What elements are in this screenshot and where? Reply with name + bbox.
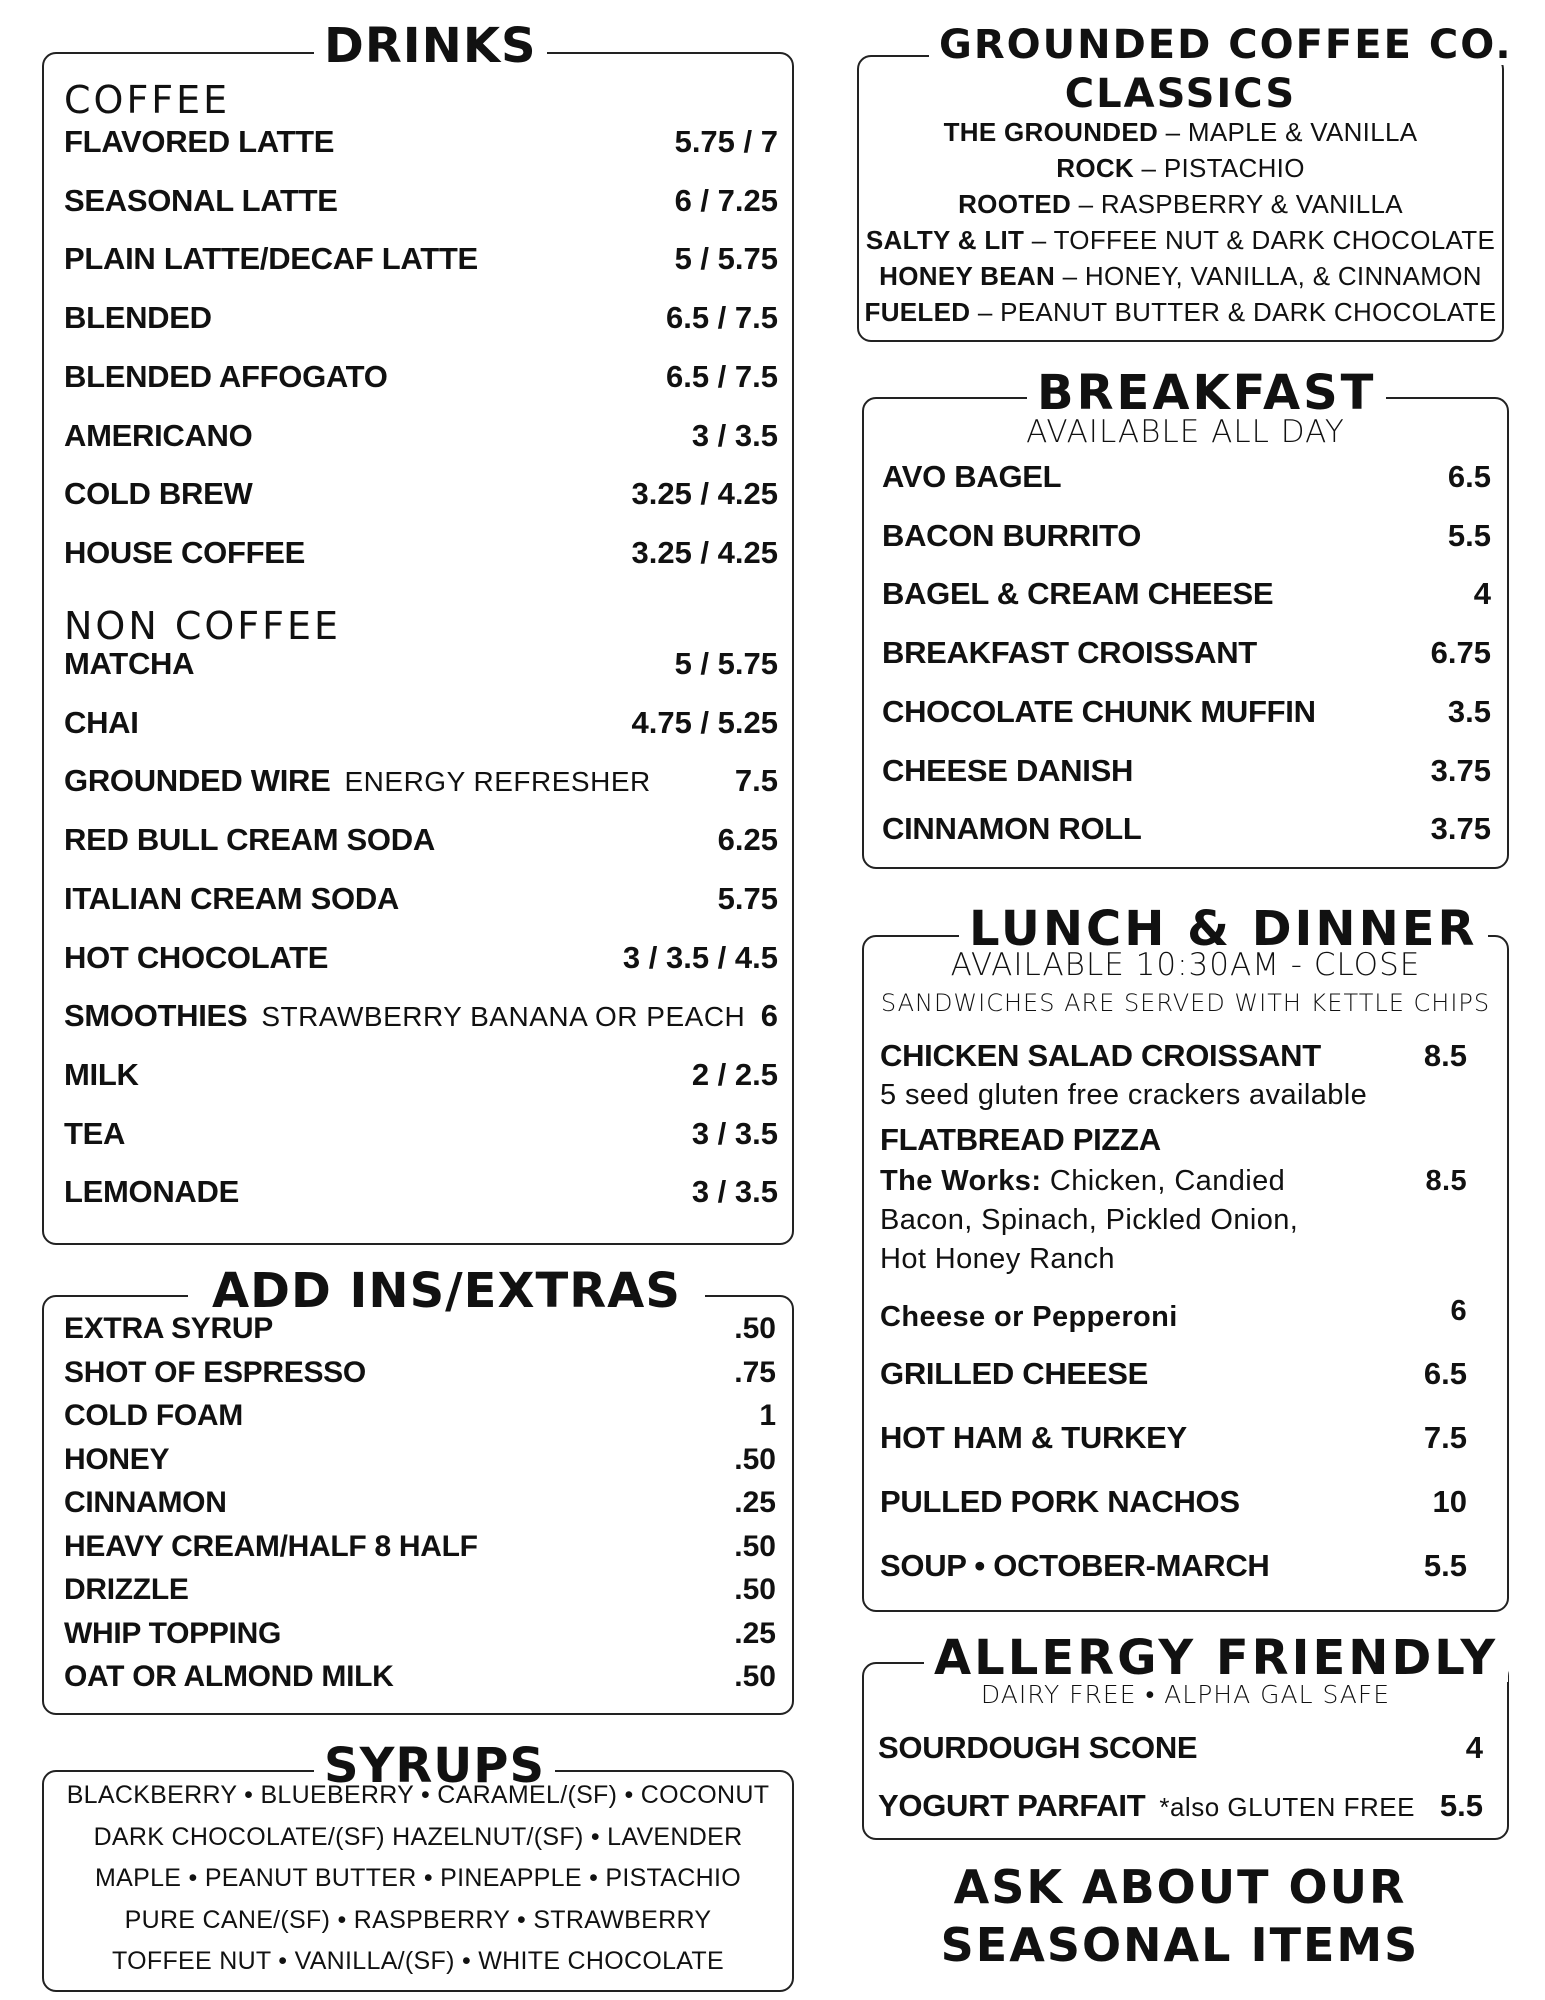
item-name bbox=[882, 751, 1133, 791]
item-price: 6.5 bbox=[1423, 1356, 1467, 1391]
works-line-1 bbox=[880, 1162, 1285, 1200]
item-label: BACON BURRITO bbox=[882, 517, 1142, 553]
classic-desc: – TOFFEE NUT & DARK CHOCOLATE bbox=[1024, 225, 1496, 255]
item-label: BAGEL & CREAM CHEESE bbox=[882, 576, 1274, 612]
menu-row bbox=[880, 1482, 1467, 1522]
extras-title: ADD INS/EXTRAS bbox=[188, 1267, 705, 1315]
item-price: 3 / 3.5 bbox=[691, 417, 778, 453]
item-price: 3.75 bbox=[1430, 752, 1491, 788]
item-price: 3.75 bbox=[1430, 811, 1491, 847]
classic-desc: – PISTACHIO bbox=[1134, 153, 1305, 183]
item-label: AMERICANO bbox=[64, 417, 253, 453]
chicken-salad-note: 5 seed gluten free crackers available bbox=[880, 1079, 1368, 1111]
item-label: WHIP TOPPING bbox=[64, 1616, 281, 1650]
item-label: EXTRA SYRUP bbox=[64, 1312, 273, 1345]
item-label: MATCHA bbox=[64, 646, 195, 681]
item-name bbox=[880, 1354, 1148, 1394]
menu-row bbox=[64, 1483, 776, 1523]
item-label: RED BULL CREAM SODA bbox=[64, 822, 435, 858]
extras-section bbox=[42, 1263, 794, 1715]
item-name bbox=[64, 1614, 281, 1654]
menu-row bbox=[64, 1440, 776, 1480]
menu-row bbox=[882, 516, 1491, 556]
menu-row bbox=[64, 1114, 778, 1154]
syrup-line: PURE CANE/(SF) • RASPBERRY • STRAWBERRY bbox=[124, 1905, 712, 1934]
menu-row bbox=[880, 1546, 1467, 1586]
item-label: OAT OR ALMOND MILK bbox=[64, 1660, 394, 1693]
menu-row bbox=[64, 1657, 776, 1697]
menu-row bbox=[64, 533, 778, 573]
item-price: .50 bbox=[734, 1312, 776, 1345]
item-name bbox=[64, 996, 745, 1037]
item-price: 7.5 bbox=[1423, 1420, 1467, 1455]
item-price: .75 bbox=[734, 1355, 776, 1389]
classic-item bbox=[859, 259, 1502, 293]
classic-name: HONEY BEAN bbox=[879, 261, 1056, 291]
item-name bbox=[64, 533, 305, 573]
item-name bbox=[64, 703, 139, 743]
classic-name: SALTY & LIT bbox=[865, 225, 1025, 255]
item-name bbox=[880, 1546, 1270, 1586]
menu-row bbox=[64, 1172, 778, 1212]
item-name bbox=[64, 1309, 273, 1349]
classic-desc: – PEANUT BUTTER & DARK CHOCOLATE bbox=[970, 297, 1497, 327]
item-label: SOUP • OCTOBER-MARCH bbox=[880, 1548, 1270, 1583]
menu-row bbox=[878, 1786, 1483, 1826]
item-price: 10 bbox=[1432, 1484, 1467, 1519]
menu-row bbox=[64, 416, 778, 456]
allergy-title: ALLERGY FRIENDLY bbox=[924, 1634, 1508, 1682]
classic-desc: – HONEY, VANILLA, & CINNAMON bbox=[1055, 261, 1482, 291]
menu-row bbox=[878, 1728, 1483, 1768]
item-price: 3 / 3.5 / 4.5 bbox=[622, 939, 778, 975]
syrup-line: MAPLE • PEANUT BUTTER • PINEAPPLE • PISTACHIO bbox=[95, 1864, 741, 1892]
classic-name: ROOTED bbox=[958, 189, 1072, 219]
menu-row bbox=[880, 1120, 1467, 1160]
item-price: 6.25 bbox=[717, 822, 778, 858]
non-coffee-heading: NON COFFEE bbox=[64, 604, 342, 648]
item-name bbox=[64, 1114, 125, 1154]
works-price: 8.5 bbox=[1425, 1165, 1467, 1197]
item-label: CHAI bbox=[64, 704, 139, 740]
item-price: 5 / 5.75 bbox=[674, 646, 778, 681]
item-label: CINNAMON bbox=[64, 1486, 227, 1519]
classics-subtitle: CLASSICS bbox=[1064, 71, 1297, 117]
item-label: CINNAMON ROLL bbox=[882, 811, 1142, 847]
item-name bbox=[64, 416, 252, 456]
menu-row bbox=[64, 1527, 776, 1567]
syrups-section bbox=[42, 1738, 794, 1992]
item-name bbox=[64, 1527, 478, 1567]
menu-row bbox=[64, 1353, 776, 1393]
menu-row bbox=[882, 809, 1491, 849]
menu-row bbox=[64, 298, 778, 338]
item-name bbox=[64, 1055, 139, 1095]
menu-row bbox=[882, 633, 1491, 673]
item-name bbox=[64, 938, 328, 978]
item-price: 5.75 / 7 bbox=[674, 124, 778, 159]
item-price: 3.25 / 4.25 bbox=[631, 534, 778, 570]
menu-row bbox=[64, 703, 778, 743]
item-label: SMOOTHIES bbox=[64, 998, 248, 1034]
item-label: GRILLED CHEESE bbox=[880, 1356, 1148, 1391]
menu-row bbox=[64, 239, 778, 279]
item-label: TEA bbox=[64, 1115, 126, 1151]
item-label: MILK bbox=[64, 1056, 139, 1092]
item-name bbox=[64, 1570, 189, 1610]
footer-line-1: ASK ABOUT OUR bbox=[953, 1860, 1407, 1914]
menu-row bbox=[64, 1570, 776, 1610]
menu-row bbox=[880, 1418, 1467, 1458]
item-name bbox=[880, 1482, 1240, 1522]
menu-row bbox=[882, 574, 1491, 614]
item-note: ENERGY REFRESHER bbox=[344, 766, 651, 798]
item-price: 2 / 2.5 bbox=[691, 1056, 778, 1092]
item-label: HONEY bbox=[64, 1442, 170, 1476]
item-name bbox=[64, 474, 252, 514]
item-name bbox=[64, 879, 399, 919]
item-name bbox=[64, 122, 334, 162]
syrup-line: BLACKBERRY • BLUEBERRY • CARAMEL/(SF) • COCONUT bbox=[66, 1781, 770, 1809]
item-label: ITALIAN CREAM SODA bbox=[64, 880, 400, 916]
drinks-title: DRINKS bbox=[314, 22, 547, 70]
item-name: CHICKEN SALAD CROISSANT bbox=[880, 1038, 1321, 1073]
menu-row bbox=[64, 357, 778, 397]
item-label: BLENDED bbox=[64, 300, 212, 336]
item-price: 3.5 bbox=[1447, 693, 1491, 729]
menu-row bbox=[64, 938, 778, 978]
item-label: BREAKFAST CROISSANT bbox=[882, 635, 1257, 671]
item-price: 6 / 7.25 bbox=[674, 182, 778, 218]
lunch-note: SANDWICHES ARE SERVED WITH KETTLE CHIPS bbox=[880, 989, 1491, 1017]
item-label: CHEESE DANISH bbox=[882, 752, 1134, 788]
parfait-name: YOGURT PARFAIT bbox=[878, 1788, 1146, 1823]
allergy-subtitle: DAIRY FREE • ALPHA GAL SAFE bbox=[980, 1680, 1391, 1709]
menu-row bbox=[64, 820, 778, 860]
cheese-or-pepperoni: Cheese or Pepperoni bbox=[880, 1301, 1178, 1333]
item-name: SOURDOUGH SCONE bbox=[878, 1730, 1198, 1765]
seasonal-callout bbox=[860, 1858, 1500, 1974]
item-price: 4 bbox=[1473, 576, 1491, 612]
item-price: 1 bbox=[759, 1399, 776, 1432]
classic-name: THE GROUNDED bbox=[943, 117, 1159, 147]
lunch-title: LUNCH & DINNER bbox=[959, 905, 1488, 953]
item-name bbox=[880, 1418, 1187, 1458]
works-label: The Works: bbox=[880, 1165, 1042, 1197]
menu-row bbox=[64, 1055, 778, 1095]
menu-row bbox=[64, 879, 778, 919]
item-name bbox=[64, 644, 194, 684]
item-note: STRAWBERRY BANANA OR PEACH bbox=[261, 1001, 746, 1033]
item-name: FLATBREAD PIZZA bbox=[880, 1122, 1161, 1157]
item-price: 5.75 bbox=[717, 880, 778, 916]
item-label: GROUNDED WIRE bbox=[64, 763, 331, 799]
item-price: 5 / 5.75 bbox=[674, 241, 778, 277]
breakfast-section bbox=[862, 365, 1509, 869]
item-label: PLAIN LATTE/DECAF LATTE bbox=[64, 241, 478, 277]
item-price: 4 bbox=[1465, 1730, 1483, 1765]
lunch-section bbox=[862, 901, 1509, 1612]
item-name bbox=[64, 239, 478, 279]
item-price: .50 bbox=[734, 1660, 776, 1693]
item-name bbox=[64, 761, 651, 802]
item-name bbox=[64, 1483, 227, 1523]
menu-row bbox=[882, 692, 1491, 732]
classic-item bbox=[859, 223, 1502, 257]
item-name bbox=[882, 574, 1273, 614]
menu-row bbox=[880, 1036, 1467, 1076]
menu-row bbox=[64, 122, 778, 162]
menu-row bbox=[64, 996, 778, 1036]
item-name bbox=[64, 820, 435, 860]
item-price: 6.5 / 7.5 bbox=[665, 358, 778, 394]
item-price: 3 / 3.5 bbox=[691, 1115, 778, 1151]
item-price: 6.5 / 7.5 bbox=[665, 300, 778, 336]
footer-line-2: SEASONAL ITEMS bbox=[940, 1918, 1420, 1972]
allergy-section bbox=[862, 1630, 1509, 1840]
classic-item bbox=[859, 151, 1502, 185]
menu-row bbox=[64, 181, 778, 221]
item-label: HEAVY CREAM/HALF 8 HALF bbox=[64, 1529, 478, 1563]
parfait-note: *also GLUTEN FREE bbox=[1159, 1792, 1415, 1822]
classic-item bbox=[859, 187, 1502, 221]
item-label: HOT CHOCOLATE bbox=[64, 939, 329, 975]
cheese-price: 6 bbox=[1450, 1295, 1467, 1327]
item-price: .25 bbox=[734, 1616, 776, 1650]
item-price: .25 bbox=[734, 1486, 776, 1519]
classic-item bbox=[859, 295, 1502, 329]
item-label: DRIZZLE bbox=[64, 1573, 189, 1606]
item-label: BLENDED AFFOGATO bbox=[64, 358, 388, 394]
lunch-subtitle: AVAILABLE 10:30AM - CLOSE bbox=[950, 947, 1421, 983]
item-name bbox=[878, 1786, 1415, 1827]
classics-section bbox=[857, 22, 1513, 342]
item-label: AVO BAGEL bbox=[882, 459, 1062, 494]
coffee-heading: COFFEE bbox=[64, 78, 231, 122]
breakfast-subtitle: AVAILABLE ALL DAY bbox=[1026, 414, 1345, 450]
menu-row bbox=[882, 457, 1491, 497]
works-line-2: Bacon, Spinach, Pickled Onion, bbox=[880, 1204, 1299, 1236]
item-price: .50 bbox=[734, 1529, 776, 1563]
item-name bbox=[64, 181, 338, 221]
classic-name: FUELED bbox=[864, 297, 971, 327]
item-price: 5.5 bbox=[1439, 1788, 1483, 1823]
classic-desc: – RASPBERRY & VANILLA bbox=[1071, 189, 1403, 219]
item-name bbox=[64, 357, 388, 397]
item-label: CHOCOLATE CHUNK MUFFIN bbox=[882, 693, 1316, 729]
classic-item bbox=[859, 115, 1502, 149]
item-price: 5.5 bbox=[1423, 1548, 1467, 1583]
item-name bbox=[64, 1440, 169, 1480]
classic-desc: – MAPLE & VANILLA bbox=[1158, 117, 1418, 147]
menu-row bbox=[64, 474, 778, 514]
menu-row bbox=[64, 761, 778, 801]
menu-row bbox=[64, 644, 778, 684]
classics-title: GROUNDED COFFEE CO. bbox=[929, 25, 1523, 65]
item-price: .50 bbox=[734, 1442, 776, 1476]
syrup-line: DARK CHOCOLATE/(SF) HAZELNUT/(SF) • LAVENDER bbox=[93, 1822, 743, 1851]
item-label: LEMONADE bbox=[64, 1174, 239, 1210]
item-label: HOUSE COFFEE bbox=[64, 534, 305, 570]
item-price: 5.5 bbox=[1447, 517, 1491, 553]
item-price: 8.5 bbox=[1423, 1038, 1467, 1073]
item-name bbox=[882, 809, 1142, 849]
item-name bbox=[882, 692, 1316, 732]
item-name bbox=[882, 457, 1061, 497]
item-price: 6.5 bbox=[1447, 459, 1491, 494]
menu-row bbox=[64, 1614, 776, 1654]
item-price: 3.25 / 4.25 bbox=[631, 476, 778, 512]
item-name bbox=[882, 516, 1141, 556]
item-name bbox=[64, 1353, 366, 1393]
menu-row bbox=[64, 1396, 776, 1436]
item-label: HOT HAM & TURKEY bbox=[880, 1420, 1187, 1455]
syrup-line: TOFFEE NUT • VANILLA/(SF) • WHITE CHOCOLATE bbox=[112, 1947, 724, 1975]
syrups-title: SYRUPS bbox=[314, 1742, 555, 1790]
item-name bbox=[64, 298, 212, 338]
item-name bbox=[64, 1657, 394, 1697]
item-price: .50 bbox=[734, 1573, 776, 1606]
item-price: 4.75 / 5.25 bbox=[631, 704, 778, 740]
item-label: SHOT OF ESPRESSO bbox=[64, 1355, 366, 1389]
menu-row bbox=[64, 1309, 776, 1349]
item-name bbox=[64, 1172, 239, 1212]
item-price: 6 bbox=[760, 998, 778, 1034]
item-label: FLAVORED LATTE bbox=[64, 124, 335, 159]
item-label: SEASONAL LATTE bbox=[64, 182, 338, 218]
item-label: COLD BREW bbox=[64, 476, 253, 512]
menu-row bbox=[880, 1354, 1467, 1394]
classic-name: ROCK bbox=[1056, 153, 1135, 183]
item-name bbox=[64, 1396, 243, 1436]
works-desc-1: Chicken, Candied bbox=[1041, 1165, 1286, 1197]
item-price: 6.75 bbox=[1430, 635, 1491, 671]
menu-row bbox=[882, 751, 1491, 791]
item-label: COLD FOAM bbox=[64, 1399, 243, 1432]
drinks-section bbox=[42, 18, 794, 1245]
item-price: 3 / 3.5 bbox=[691, 1174, 778, 1210]
breakfast-title: BREAKFAST bbox=[1027, 369, 1386, 417]
item-price: 7.5 bbox=[734, 763, 778, 799]
works-line-3: Hot Honey Ranch bbox=[880, 1243, 1115, 1275]
item-name bbox=[882, 633, 1257, 673]
item-label: PULLED PORK NACHOS bbox=[880, 1484, 1240, 1519]
